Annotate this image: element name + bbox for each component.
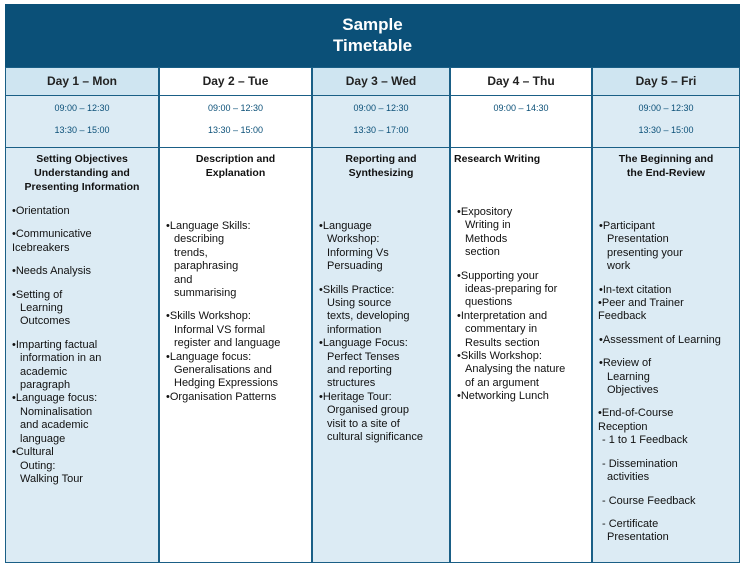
list-item [451, 310, 591, 350]
list-item [160, 220, 311, 300]
list-item-line: and reporting [327, 364, 392, 377]
list-item-line: Objectives [607, 384, 659, 397]
list-item-line: register and language [174, 337, 281, 350]
list-item [160, 310, 311, 350]
session-heading [593, 152, 739, 180]
session-heading [6, 152, 158, 194]
list-item-line: - Dissemination [602, 457, 678, 470]
time-slot: 09:00 – 12:30 [54, 103, 110, 113]
list-item-line: •Orientation [12, 205, 70, 217]
list-item [593, 434, 739, 447]
list-item-line: •Expository [457, 206, 513, 218]
heading-line: Setting Objectives [36, 153, 128, 165]
list-item [593, 458, 739, 485]
list-item-line: •Skills Workshop: [457, 350, 542, 363]
list-item-line: •Language [319, 220, 372, 232]
list-item-line: •Interpretation and [457, 309, 548, 322]
list-item-line: Outcomes [20, 315, 71, 328]
list-item-line: texts, developing [327, 310, 410, 323]
list-item-line: work [607, 260, 631, 273]
session-heading [313, 152, 449, 180]
list-item-line: information [327, 323, 382, 336]
heading-line: Synthesizing [348, 167, 414, 179]
list-item-line: •Skills Practice: [319, 283, 395, 296]
time-slot: 13:30 – 15:00 [207, 125, 264, 135]
list-item-line: Outing: [20, 459, 56, 472]
list-item-line: language [20, 432, 66, 445]
list-item-line: Learning [20, 302, 63, 315]
heading-line: Understanding and [34, 167, 130, 179]
list-item [593, 334, 739, 347]
list-item-line: questions [465, 296, 513, 309]
day-header-fri: Day 5 – Fri [592, 67, 740, 96]
list-item-line: summarising [174, 287, 237, 300]
list-item [451, 270, 591, 310]
list-item-line: Generalisations and [174, 364, 272, 377]
day-header-mon: Day 1 – Mon [5, 67, 159, 96]
day-content-wed [312, 148, 450, 563]
list-item-line: Walking Tour [20, 472, 83, 485]
list-item-line: ideas-preparing for [465, 283, 558, 296]
list-item [593, 407, 739, 434]
list-item-line: •Imparting factual [12, 338, 98, 351]
heading-line: Research Writing [454, 153, 541, 165]
list-item-line: Presentation [607, 233, 669, 246]
list-item [313, 284, 449, 338]
list-item [6, 339, 158, 393]
day-content-mon [5, 148, 159, 563]
heading-line: the End-Review [626, 167, 706, 179]
day-column-wed [312, 67, 450, 563]
time-slot: 09:00 – 14:30 [493, 103, 549, 113]
list-item-line: •Heritage Tour: [319, 390, 392, 403]
day-content-thu [450, 148, 592, 563]
day-header-thu: Day 4 – Thu [450, 67, 592, 96]
list-item-line: - Certificate [602, 517, 659, 530]
list-item [6, 392, 158, 446]
session-heading [451, 152, 591, 166]
list-item-line: •Setting of [12, 288, 63, 301]
list-item-line: •Language Skills: [166, 220, 251, 232]
list-item-line: commentary in [465, 323, 538, 336]
list-item-line: and [174, 273, 193, 286]
list-item-line: Nominalisation [20, 405, 93, 418]
list-item-line: Icebreakers [12, 241, 70, 254]
time-slot: 13:30 – 15:00 [638, 125, 694, 135]
list-item-line: •Needs Analysis [12, 265, 92, 278]
day-content-tue [159, 148, 312, 563]
list-item-line: •Review of [599, 357, 652, 370]
title-line-2: Timetable [332, 36, 413, 55]
list-item-line: and academic [20, 419, 89, 432]
heading-line: Reporting and [345, 153, 417, 165]
list-item-line: Methods [465, 232, 508, 245]
day-content-fri [592, 148, 740, 563]
list-item-line: Learning [607, 370, 650, 383]
timetable-grid [5, 67, 740, 563]
list-item [593, 495, 739, 508]
list-item-line: Perfect Tenses [327, 350, 400, 363]
list-item [593, 220, 739, 274]
list-item-line: •Language Focus: [319, 337, 408, 350]
list-item-line: information in an [20, 352, 102, 365]
list-item [593, 518, 739, 545]
session-heading [160, 152, 311, 180]
list-item [313, 391, 449, 445]
title-line-1: Sample [342, 15, 403, 34]
time-slot: 13:30 – 17:00 [353, 125, 409, 135]
list-item-line: structures [327, 377, 376, 390]
list-item-line: •Language focus: [166, 350, 252, 363]
list-item-line: •In-text citation [599, 283, 672, 296]
list-item-line: Results section [465, 336, 540, 349]
heading-line: Explanation [205, 167, 266, 179]
time-slot: 09:00 – 12:30 [638, 103, 694, 113]
list-item-line: Informal VS formal [174, 323, 266, 336]
list-item-line: cultural significance [327, 431, 423, 444]
list-item [451, 390, 591, 403]
list-item-line: •Participant [599, 220, 655, 232]
day-times-thu [450, 96, 592, 148]
list-item-line: Persuading [327, 260, 383, 273]
day-times-tue [159, 96, 312, 148]
day-column-fri [592, 67, 740, 563]
list-item-line: Hedging Expressions [174, 377, 278, 390]
heading-line: Presenting Information [24, 181, 140, 193]
time-slot: 13:30 – 15:00 [54, 125, 110, 135]
list-item-line: Presentation [607, 531, 669, 544]
list-item-line: activities [607, 471, 650, 484]
list-item [6, 446, 158, 486]
list-item-line: •Organisation Patterns [166, 390, 277, 403]
day-header-tue: Day 2 – Tue [159, 67, 312, 96]
list-item-line: trends, [174, 246, 208, 259]
list-item-line: Reception [598, 420, 648, 433]
list-item-line: Workshop: [327, 233, 380, 246]
list-item-line: •Communicative [12, 228, 92, 241]
list-item-line: •Language focus: [12, 392, 98, 405]
list-item-line: Analysing the nature [465, 363, 566, 376]
list-item [451, 350, 591, 390]
day-times-wed [312, 96, 450, 148]
list-item-line: paraphrasing [174, 260, 239, 273]
day-times-fri [592, 96, 740, 148]
list-item-line: Using source [327, 297, 392, 310]
day-header-wed: Day 3 – Wed [312, 67, 450, 96]
list-item-line: •Assessment of Learning [599, 333, 721, 346]
list-item-line: - Course Feedback [602, 494, 696, 507]
list-item [6, 205, 158, 218]
list-item [451, 206, 591, 260]
day-column-mon [5, 67, 159, 563]
list-item-line: Organised group [327, 404, 409, 417]
list-item-line: visit to a site of [327, 417, 400, 430]
list-item-line: - 1 to 1 Feedback [602, 434, 688, 447]
day-column-tue [159, 67, 312, 563]
list-item [6, 289, 158, 329]
list-item-line: •Cultural [12, 446, 54, 459]
heading-line: Description and [195, 153, 276, 165]
list-item-line: of an argument [465, 376, 539, 389]
list-item-line: •Supporting your [457, 269, 539, 282]
list-item-line: •Peer and Trainer [598, 297, 684, 310]
list-item [160, 351, 311, 391]
list-item-line: Writing in [465, 219, 511, 232]
list-item [160, 391, 311, 404]
heading-line: The Beginning and [618, 153, 714, 165]
day-column-thu [450, 67, 592, 563]
list-item-line: presenting your [607, 246, 683, 259]
list-item-line: section [465, 246, 500, 259]
list-item-line: •Networking Lunch [457, 390, 549, 403]
list-item [313, 337, 449, 391]
list-item-line: academic [20, 365, 68, 378]
list-item [6, 265, 158, 278]
time-slot: 09:00 – 12:30 [207, 103, 264, 113]
list-item [313, 220, 449, 274]
list-item-line: Informing Vs [327, 246, 389, 259]
timetable-title [5, 4, 740, 67]
day-times-mon [5, 96, 159, 148]
list-item-line: Feedback [598, 310, 647, 323]
list-item-line: •End-of-Course [598, 407, 674, 420]
list-item [593, 297, 739, 324]
list-item [593, 357, 739, 397]
list-item-line: paragraph [20, 379, 71, 392]
list-item-line: describing [174, 233, 225, 246]
list-item-line: •Skills Workshop: [166, 310, 251, 323]
list-item [593, 284, 739, 297]
time-slot: 09:00 – 12:30 [353, 103, 409, 113]
list-item [6, 228, 158, 255]
